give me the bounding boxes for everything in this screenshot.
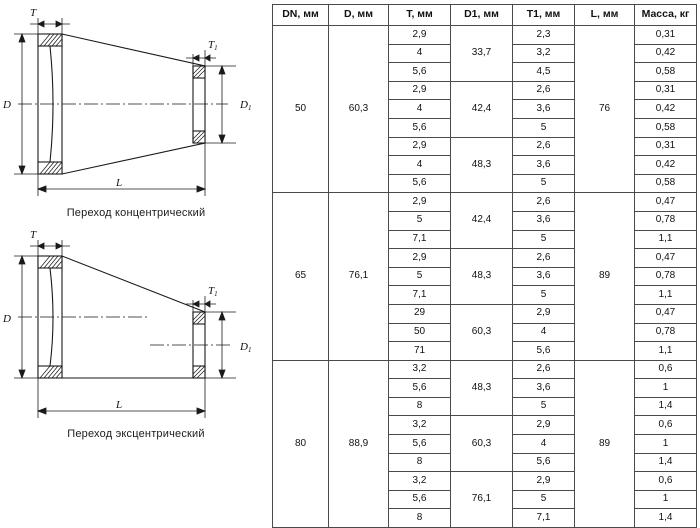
cell-t1: 5 xyxy=(513,118,575,137)
header-dn: DN, мм xyxy=(273,5,329,26)
cell-t1: 5,6 xyxy=(513,342,575,361)
cell-t1: 3,6 xyxy=(513,379,575,398)
specs-table-zone xyxy=(272,4,696,528)
cell-mass: 0,58 xyxy=(635,174,697,193)
table-row xyxy=(273,360,697,379)
dim-label-D-1: D xyxy=(3,99,11,111)
cell-d: 60,3 xyxy=(329,26,389,193)
cell-t1: 4,5 xyxy=(513,63,575,82)
cell-d1: 42,4 xyxy=(451,81,513,137)
cell-t1: 5 xyxy=(513,174,575,193)
table-header-row xyxy=(273,5,697,26)
cell-l: 89 xyxy=(575,193,635,360)
table-body xyxy=(273,26,697,528)
cell-d1: 48,3 xyxy=(451,360,513,416)
cell-t: 3,2 xyxy=(389,360,451,379)
cell-mass: 0,31 xyxy=(635,81,697,100)
cell-mass: 0,6 xyxy=(635,360,697,379)
cell-mass: 0,31 xyxy=(635,137,697,156)
cell-mass: 1 xyxy=(635,379,697,398)
cell-t1: 5,6 xyxy=(513,453,575,472)
cell-t1: 4 xyxy=(513,435,575,454)
cell-t: 5,6 xyxy=(389,379,451,398)
cell-mass: 0,47 xyxy=(635,193,697,212)
cell-t: 3,2 xyxy=(389,416,451,435)
cell-t1: 2,6 xyxy=(513,81,575,100)
dim-label-T-2: T xyxy=(30,229,37,241)
cell-t1: 3,6 xyxy=(513,156,575,175)
cell-t1: 5 xyxy=(513,397,575,416)
dim-label-T1-1: T1 xyxy=(208,39,218,52)
cell-mass: 0,42 xyxy=(635,100,697,119)
cell-t: 7,1 xyxy=(389,230,451,249)
eccentric-reducer-caption: Переход эксцентрический xyxy=(67,428,205,440)
cell-t: 2,9 xyxy=(389,81,451,100)
cell-t: 7,1 xyxy=(389,286,451,305)
cell-t: 2,9 xyxy=(389,249,451,268)
cell-t1: 2,3 xyxy=(513,26,575,45)
header-d: D, мм xyxy=(329,5,389,26)
cell-mass: 1,1 xyxy=(635,286,697,305)
cell-t: 4 xyxy=(389,100,451,119)
cell-mass: 0,42 xyxy=(635,44,697,63)
cell-t1: 2,6 xyxy=(513,249,575,268)
cell-mass: 1,4 xyxy=(635,509,697,528)
table-row xyxy=(273,26,697,45)
cell-t: 5 xyxy=(389,267,451,286)
cell-t: 8 xyxy=(389,397,451,416)
cell-t: 3,2 xyxy=(389,472,451,491)
cell-mass: 1,1 xyxy=(635,342,697,361)
cell-d1: 60,3 xyxy=(451,416,513,472)
cell-t1: 7,1 xyxy=(513,509,575,528)
cell-mass: 0,42 xyxy=(635,156,697,175)
dim-label-D1-2: D1 xyxy=(240,341,252,354)
cell-t1: 3,6 xyxy=(513,100,575,119)
cell-t1: 2,6 xyxy=(513,137,575,156)
cell-mass: 0,47 xyxy=(635,249,697,268)
drawings-panel xyxy=(0,0,272,450)
cell-mass: 1,1 xyxy=(635,230,697,249)
header-mass: Масса, кг xyxy=(635,5,697,26)
header-t: T, мм xyxy=(389,5,451,26)
concentric-reducer-caption: Переход концентрический xyxy=(66,207,206,219)
cell-t: 4 xyxy=(389,156,451,175)
cell-t1: 4 xyxy=(513,323,575,342)
dim-label-L-2: L xyxy=(116,399,123,411)
cell-mass: 1,4 xyxy=(635,453,697,472)
cell-dn: 80 xyxy=(273,360,329,527)
header-l: L, мм xyxy=(575,5,635,26)
cell-mass: 0,6 xyxy=(635,472,697,491)
cell-t1: 2,9 xyxy=(513,304,575,323)
cell-t: 5,6 xyxy=(389,435,451,454)
cell-t: 8 xyxy=(389,453,451,472)
cell-t: 50 xyxy=(389,323,451,342)
cell-t1: 2,6 xyxy=(513,193,575,212)
cell-t: 2,9 xyxy=(389,193,451,212)
table-row xyxy=(273,193,697,212)
dim-label-D1-1: D1 xyxy=(240,99,252,112)
cell-t: 2,9 xyxy=(389,26,451,45)
cell-d1: 76,1 xyxy=(451,472,513,528)
cell-mass: 0,47 xyxy=(635,304,697,323)
cell-mass: 1 xyxy=(635,490,697,509)
cell-mass: 0,31 xyxy=(635,26,697,45)
cell-d1: 48,3 xyxy=(451,137,513,193)
cell-t: 29 xyxy=(389,304,451,323)
cell-t1: 3,6 xyxy=(513,211,575,230)
cell-t: 5,6 xyxy=(389,63,451,82)
cell-t: 2,9 xyxy=(389,137,451,156)
cell-t: 5,6 xyxy=(389,174,451,193)
cell-l: 89 xyxy=(575,360,635,527)
cell-dn: 50 xyxy=(273,26,329,193)
cell-t1: 5 xyxy=(513,230,575,249)
header-t1: T1, мм xyxy=(513,5,575,26)
cell-t: 4 xyxy=(389,44,451,63)
cell-dn: 65 xyxy=(273,193,329,360)
cell-t1: 3,2 xyxy=(513,44,575,63)
concentric-reducer-drawing xyxy=(0,6,272,207)
cell-d1: 60,3 xyxy=(451,304,513,360)
cell-d: 76,1 xyxy=(329,193,389,360)
cell-t1: 2,9 xyxy=(513,472,575,491)
cell-mass: 0,78 xyxy=(635,211,697,230)
dim-label-T1-2: T1 xyxy=(208,285,218,298)
cell-mass: 0,58 xyxy=(635,118,697,137)
cell-d: 88,9 xyxy=(329,360,389,527)
cell-t: 71 xyxy=(389,342,451,361)
cell-t1: 2,9 xyxy=(513,416,575,435)
dim-label-L-1: L xyxy=(116,177,123,189)
cell-mass: 0,78 xyxy=(635,323,697,342)
cell-mass: 0,6 xyxy=(635,416,697,435)
cell-t1: 2,6 xyxy=(513,360,575,379)
eccentric-reducer-drawing xyxy=(0,228,272,429)
cell-t: 8 xyxy=(389,509,451,528)
dim-label-D-2: D xyxy=(3,313,11,325)
cell-mass: 1 xyxy=(635,435,697,454)
dim-label-T-1: T xyxy=(30,7,37,19)
cell-mass: 1,4 xyxy=(635,397,697,416)
cell-t1: 5 xyxy=(513,286,575,305)
cell-t: 5 xyxy=(389,211,451,230)
cell-t: 5,6 xyxy=(389,490,451,509)
header-d1: D1, мм xyxy=(451,5,513,26)
cell-mass: 0,78 xyxy=(635,267,697,286)
cell-mass: 0,58 xyxy=(635,63,697,82)
cell-l: 76 xyxy=(575,26,635,193)
cell-t: 5,6 xyxy=(389,118,451,137)
cell-d1: 42,4 xyxy=(451,193,513,249)
cell-d1: 48,3 xyxy=(451,249,513,305)
cell-d1: 33,7 xyxy=(451,26,513,82)
cell-t1: 5 xyxy=(513,490,575,509)
cell-t1: 3,6 xyxy=(513,267,575,286)
specs-table xyxy=(272,4,697,528)
